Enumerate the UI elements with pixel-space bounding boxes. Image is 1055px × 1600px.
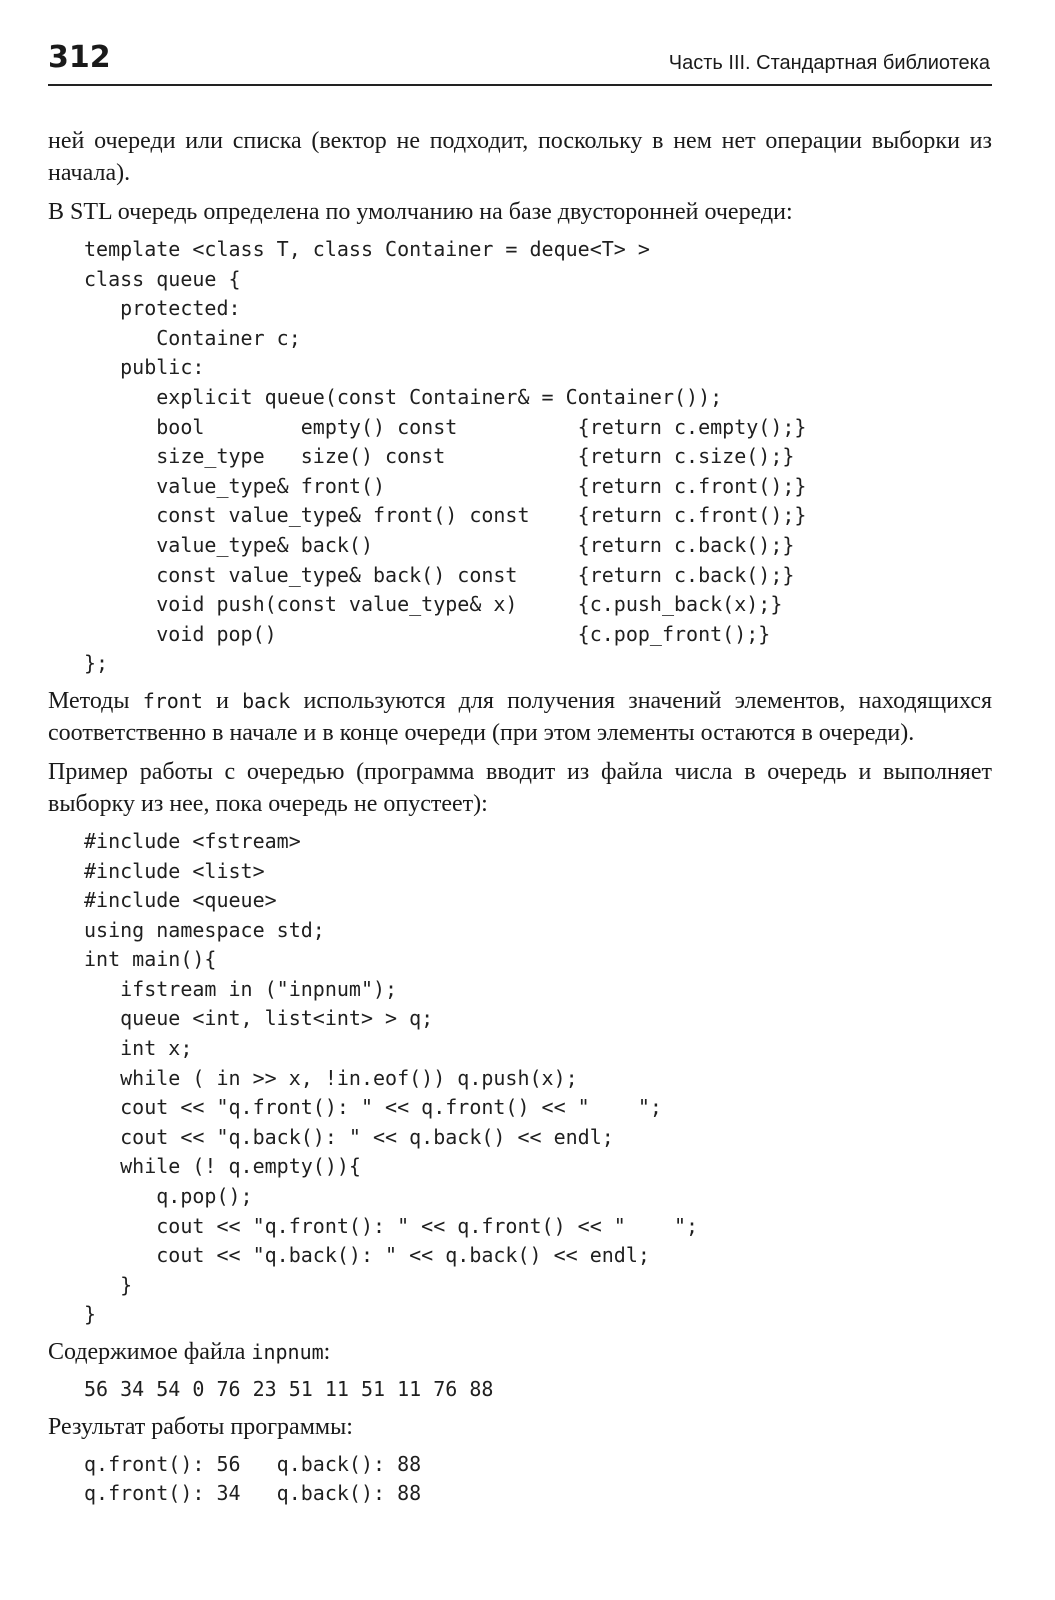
page-header bbox=[48, 40, 992, 86]
text-segment: Методы bbox=[48, 687, 143, 714]
running-title: Часть III. Стандартная библиотека bbox=[668, 52, 990, 74]
code-block-program-output: q.front(): 56 q.back(): 88 q.front(): 34 q.back(): 88 bbox=[84, 1451, 422, 1506]
paragraph-file-contents bbox=[48, 1336, 992, 1368]
text-segment: : bbox=[323, 1339, 331, 1365]
paragraph-front-back-methods bbox=[48, 685, 992, 749]
code-block-queue-class: template <class T, class Container = deque<T> > class queue { protected: Container c; public: explicit queue(const Container& = Container()); bool empty() const {return c.empty();} size_type size() const {return c.size();} value_type& front() {return c.front();} const value_type& front() const {return c.front();} value_type& back() {return c.back();} const value_type& back() const {return c.back();} void push(const value_type& x) {c.push_back(x);} void pop() {c.pop_front();} }; bbox=[84, 237, 807, 676]
paragraph-example-intro: Пример работы с очередью (программа вводит из файла числа в очередь и выполняет выборку из нее, пока очередь не опустеет): bbox=[48, 758, 992, 817]
page-number: 312 bbox=[48, 40, 111, 75]
text-segment: Содержимое файла bbox=[48, 1339, 252, 1365]
paragraph-intro-continued: ней очереди или списка (вектор не подходит, поскольку в нем нет операции выборки из начала). bbox=[48, 128, 992, 186]
text-segment: и bbox=[202, 687, 243, 714]
inline-code-front: front bbox=[142, 688, 203, 713]
inline-code-back: back bbox=[242, 688, 291, 713]
page-body bbox=[48, 125, 992, 1515]
inline-code-filename: inpnum bbox=[251, 1340, 324, 1364]
paragraph-stl-queue-definition: В STL очередь определена по умолчанию на базе двусторонней очереди: bbox=[48, 199, 793, 225]
code-block-file-data: 56 34 54 0 76 23 51 11 51 11 76 88 bbox=[84, 1377, 494, 1401]
code-block-example-program: #include <fstream> #include <list> #include <queue> using namespace std; int main(){ ifstream in ("inpnum"); queue <int, list<int> > q; int x; while ( in >> x, !in.eof()) q.push(x); cout << "q.front(): " << q.front() << " "; cout << "q.back(): " << q.back() << endl; while (! q.empty()){ q.pop(); cout << "q.front(): " << q.front() << " "; cout << "q.back(): " << q.back() << endl; } } bbox=[84, 828, 699, 1327]
text-segment: используются для получения значений элементов, находящихся соответственно в начале и в конце очереди (при этом элементы остаются в очереди). bbox=[48, 687, 993, 746]
paragraph-program-result: Результат работы программы: bbox=[48, 1413, 353, 1440]
